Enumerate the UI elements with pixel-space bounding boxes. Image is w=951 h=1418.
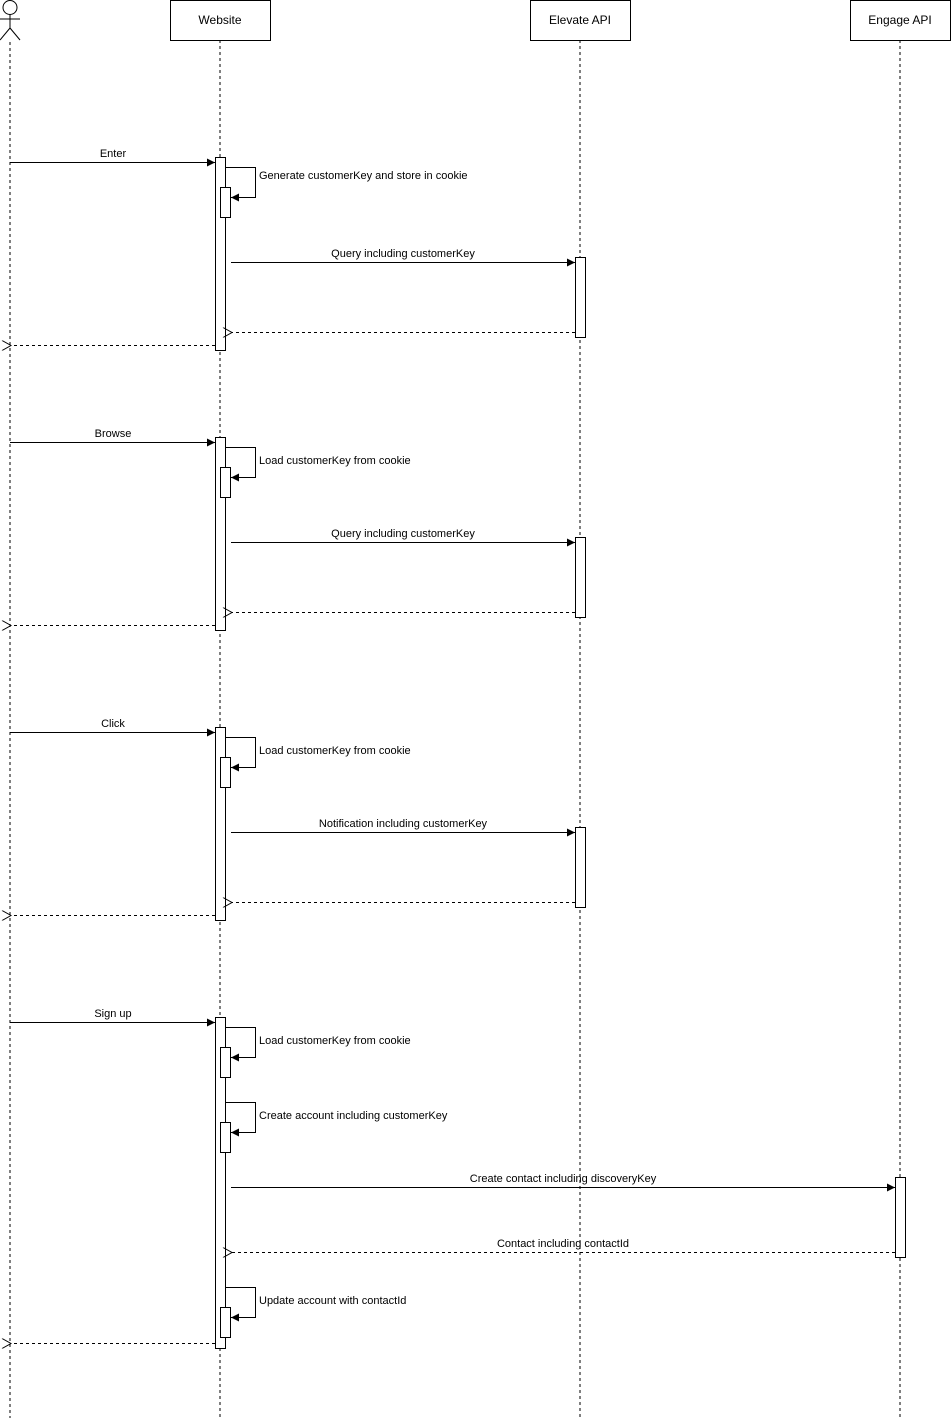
participant-engage-api[interactable] (851, 1, 951, 41)
return-contact-label: Contact including contactId (496, 1238, 630, 1250)
message-create-contact-label: Create contact including discoveryKey (469, 1173, 657, 1185)
website-activation-click (216, 728, 226, 921)
self-call-generate-label: Generate customerKey and store in cookie (259, 170, 468, 182)
self-call-load-browse-label: Load customerKey from cookie (259, 455, 411, 467)
engage-api-activation (896, 1178, 906, 1258)
website-self-activation (221, 468, 231, 498)
website-activation-enter (216, 158, 226, 351)
participant-engage-api-label: Engage API (868, 13, 932, 27)
elevate-api-activation (576, 258, 586, 338)
website-self-activation (221, 1123, 231, 1153)
participant-elevate-api-label: Elevate API (548, 13, 612, 27)
website-activation-browse (216, 438, 226, 631)
self-call-load-click-label: Load customerKey from cookie (259, 745, 411, 757)
user-actor-icon[interactable] (0, 1, 20, 41)
elevate-api-activation (576, 828, 586, 908)
elevate-api-activation (576, 538, 586, 618)
self-call-create-account-label: Create account including customerKey (259, 1110, 448, 1122)
website-self-activation (221, 1308, 231, 1338)
message-signup-label: Sign up (94, 1008, 132, 1020)
message-query-browse-label: Query including customerKey (331, 528, 475, 540)
message-browse-label: Browse (94, 428, 132, 440)
message-enter-label: Enter (99, 148, 127, 160)
website-self-activation (221, 758, 231, 788)
website-self-activation (221, 1048, 231, 1078)
message-click-label: Click (101, 718, 125, 730)
message-notification-label: Notification including customerKey (318, 818, 488, 830)
participant-website-label: Website (198, 13, 242, 27)
self-call-update-account-label: Update account with contactId (259, 1295, 407, 1307)
website-self-activation (221, 188, 231, 218)
self-call-load-signup-label: Load customerKey from cookie (259, 1035, 411, 1047)
participant-website[interactable] (171, 1, 271, 41)
message-query-enter-label: Query including customerKey (331, 248, 475, 260)
participant-elevate-api[interactable] (531, 1, 631, 41)
